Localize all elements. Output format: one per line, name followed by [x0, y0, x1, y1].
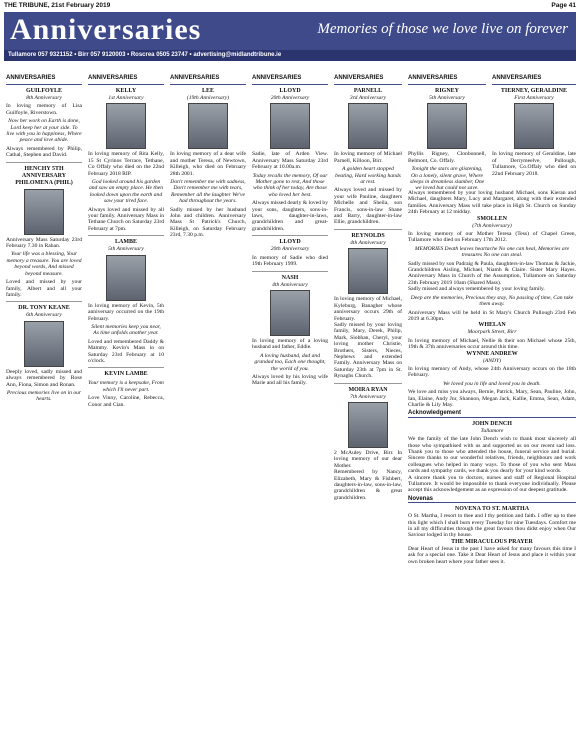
- column-head: ANNIVERSARIES: [334, 75, 402, 85]
- notice-poem: MEMORIES Death leaves heartache No one can heal, Memories are treasures No one can steal.: [414, 245, 570, 259]
- portrait-photo: [24, 321, 64, 367]
- column-4: [252, 88, 328, 728]
- notice-text: In loving memory of a dear wife and mother Teresa, of Newtown, Killeigh, who died on February 28th 2001.: [170, 151, 246, 177]
- paper-date: THE TRIBUNE, 21st February 2019: [4, 2, 111, 9]
- notice-name: TIERNEY, GERALDINE: [500, 88, 568, 94]
- notice-from: Sadly missed by your loving family, Mary, Derek, Philip, Mark, Siobhan, Cheryl, your loving mother Christie, Brothers, Sisters, Nieces, Nephews and extended Family. Anniversary Mass on Saturday 23th at 7pm in St. Rynaghs Church.: [334, 321, 402, 380]
- notice-name: RIGNEY: [434, 88, 459, 94]
- notice-from: Always remembered by your loving husband Michael, sons Kieran and Michael, daughters Mary, Lucy and Margaret, along with their extended families. Anniversary Mass will take place in High St. Church on Sunday 24th February at 12 midday.: [408, 190, 576, 216]
- notice-text: Anniversary Mass Saturday 23rd February 7.30 in Rahan.: [6, 236, 82, 250]
- column-2: [88, 88, 164, 728]
- section-tagline: Memories of those we love live on forever: [317, 21, 568, 37]
- notice-poem: Don't remember me with sadness, Don't remember me with tears, Remember all the laughter We've had throughout the years.: [170, 179, 246, 205]
- portrait-photo: [106, 103, 146, 149]
- divider: [6, 301, 82, 302]
- column-1: [6, 88, 82, 728]
- notice-sub: 4th Anniversary: [272, 281, 308, 288]
- notice-text: In loving memory of Rita Kelly, 15 St Cyrinos Terrace, Tethane, Co Offaly who died on the 22nd February 2018 RIP.: [88, 151, 164, 177]
- column-5: [334, 88, 402, 728]
- portrait-photo: [348, 103, 388, 149]
- ack-text: We the family of the late John Dench wish to thank most sincerely all those who sympathised with us and supported us on our recent sad loss. Thank you to those who attended the house, funeral service and burial. Sincere thanks to our wonderful relatives, friends, neighbours and work colleagues who helped in many ways. To those of you who sent Mass cards and sympathy cards, we thank you dearly for your kind words.: [408, 436, 576, 475]
- notice-sub: 1st Anniversary: [108, 95, 144, 101]
- portrait-photo: [348, 248, 388, 294]
- divider: [334, 229, 402, 230]
- notice-poem: Your memory is a keepsake, From which I'll never part.: [88, 380, 164, 393]
- notice-poem: Now her work on Earth is done, Lord keep her at your side. To live with you in happiness, Where peace and love abide.: [6, 118, 82, 144]
- notice-poem: Tonight the stars are glistening, On a lonely, silent grave, Where sleeps in dreamless slumber, One we loved but could not save.: [409, 166, 485, 192]
- novena-text: O St. Martha, I resort to thee and I thy petition and faith. I offer up to thee this light which I shall burn every Tuesday for nine Tuesdays. Comfort me in all my difficulties through the great favours thou didst enjoy when Our Saviour lodged in thy house.: [408, 513, 576, 539]
- notice-name: WHELAN: [478, 322, 506, 329]
- portrait-photo: [106, 255, 146, 301]
- column-head: ANNIVERSARIES: [252, 75, 328, 85]
- portrait-photo: [348, 402, 388, 448]
- notice-from: Sadly missed and always remembered by your loving family.: [408, 286, 545, 293]
- notice-poem: God looked around his garden and saw an empty place. He then looked down upon the earth and saw your tired face.: [88, 179, 164, 205]
- column-head: ANNIVERSARIES: [170, 75, 246, 85]
- section-banner: [4, 12, 576, 50]
- notice-sub: Moorpark Street, Birr: [467, 329, 517, 336]
- notice-from: Always loved and missed by all your family. Anniversary Mass in Tethane Church on Saturday 23rd February at 7pm.: [88, 206, 164, 232]
- notice-poem: Your life was a blessing, Your memory a treasure. You are loved beyond words, And missed beyond measure.: [6, 251, 82, 277]
- notice-sub: 3rd Anniversary: [349, 95, 387, 101]
- notice-from: Sadly missed by her husband John and children. Anniversary Mass St Patrick's Church, Killeigh, on Saturday February 23rd, 7.30 p.m.: [170, 206, 246, 239]
- notice-sub: 8th Anniversary: [26, 95, 62, 101]
- acknowledgement-heading: Acknowledgement: [408, 410, 576, 417]
- column-head: ANNIVERSARIES: [492, 75, 576, 85]
- notice-sub: 20th Anniversary: [270, 95, 310, 101]
- notice-name: LAMBE: [114, 239, 137, 246]
- divider: [252, 235, 328, 236]
- ack-text: A sincere thank you to doctors, nurses and staff of Regional Hospital Tullamore. It would be impossible to thank everyone individually. Please accept this acknowledgement as an expression of our deepest gratitude.: [408, 474, 576, 494]
- contact-strip: Tullamore 057 9321152 • Birr 057 9120003 • Roscrea 0505 23747 • advertising@midlandtribune.ie: [4, 50, 576, 61]
- notice-name: NASH: [281, 274, 299, 281]
- divider: [88, 235, 164, 236]
- notice-name: LEE: [201, 88, 214, 94]
- notice-sub: 6th Anniversary: [26, 312, 62, 319]
- page-number: Page 41: [551, 2, 576, 9]
- portrait-photo: [427, 103, 467, 149]
- notice-name: WYNNE ANDREW: [466, 350, 518, 357]
- notice-text: In loving memory of a loving husband and father, Eddie.: [252, 337, 328, 351]
- notice-poem: We loved you in life and loved you in death.: [443, 380, 541, 387]
- notice-name: REYNOLDS: [351, 232, 385, 239]
- notice-from: Always remembered by Philip, Cathal, Stephen and David.: [6, 145, 82, 159]
- column-head: ANNIVERSARIES: [6, 75, 82, 85]
- notice-sub: 7th Anniversary: [350, 393, 386, 400]
- notice-name: HENCHY 5TH ANNIVERSARY PHILOMENA (PHIL): [15, 165, 73, 186]
- notice-text: In loving memory of our Mother Teresa (Tess) of Chapel Green, Tullamore who died on February 17th 2012.: [408, 231, 576, 244]
- page-topline: [4, 2, 576, 11]
- notice-sub: First Anniversary: [514, 95, 554, 101]
- notice-poem: A loving husband, dad and grandad too, Each one thought, the world of you.: [254, 352, 326, 372]
- column-7: [492, 88, 576, 188]
- notice-sub: (19th Anniversary): [186, 95, 230, 101]
- portrait-photo: [24, 189, 64, 235]
- notice-text: In loving memory of Lisa Guilfoyle, Riverstown.: [6, 103, 82, 116]
- notice-from: Always loved and missed by your wife Pauline, daughters Michelle and Sheila, son Francis, sons-in-law Shane and Barry, daughter-in-law Ellie, grandchildren.: [334, 187, 402, 226]
- notice-name: KELLY: [115, 88, 137, 94]
- notice-from: Remembered by Nancy, Elizabeth, Mary & Fishbert, daughters-in-law, sons-in-law, grandchildren & great grandchildren.: [334, 469, 402, 501]
- column-6: [408, 88, 486, 192]
- notice-name: GUILFOYLE: [25, 88, 62, 94]
- portrait-photo: [188, 103, 228, 149]
- section-title: Anniversaries: [10, 13, 202, 46]
- notice-poem: Deep are the memories, Precious they stay, No passing of time, Can take them away.: [410, 294, 574, 308]
- ack-name: JOHN DENCH: [472, 420, 512, 427]
- notice-name: MOIRA RYAN: [348, 386, 388, 393]
- notice-sub: (7th Anniversary): [472, 222, 512, 229]
- notice-text: In loving memory of Geraldine, late of Derrymeelve, Pullough, Tullamore, Co.Offaly who died on 22nd February 2018.: [492, 151, 576, 177]
- notice-text: Sadie, late of Arden View. Anniversary Mass Saturday 23rd February at 10.00a.m.: [252, 151, 328, 171]
- portrait-photo: [270, 290, 310, 336]
- notice-text: In loving memory of Michael, Kyleburg, Banagher whose anniversary occurs 29th of February.: [334, 296, 402, 322]
- portrait-photo: [270, 103, 310, 149]
- column-3: [170, 88, 246, 728]
- ack-place: Tullamore: [480, 427, 504, 434]
- notice-sub: 5th Anniversary: [429, 95, 465, 101]
- novena-text: Dear Heart of Jesus in the past I have asked for many favours this time I ask for a special one. Take it Dear Heart of Jesus and place it within your own broken heart where your father sees it.: [408, 545, 576, 565]
- divider: [252, 271, 328, 272]
- notice-name: KEVIN LAMBE: [104, 371, 148, 378]
- notice-sub: 5th Anniversary: [108, 246, 144, 253]
- notice-name: LLOYD: [279, 239, 301, 246]
- notice-text: 2 McAuley Drive, Birr. In loving memory of our dear Mother.: [334, 449, 402, 469]
- notice-from: Always missed dearly & loved by your sons, daughters, sons-in-laws, daughter-in-laws, grandchildren and great-grandchildren.: [252, 200, 328, 232]
- notice-text: Deeply loved, sadly missed and always remembered by Rose Ann, Fiona, Simon and Ronan.: [6, 368, 82, 388]
- notice-sub: (ANDY): [482, 357, 502, 364]
- notice-poem: Silent memories keep you near, As time unfolds another year.: [91, 323, 161, 337]
- notice-from: Loved and missed by your family, Albert and all your family.: [6, 279, 82, 298]
- column-head: ANNIVERSARIES: [408, 75, 486, 85]
- notice-name: DR. TONY KEANE: [18, 305, 70, 312]
- divider: [334, 383, 402, 384]
- notice-text: In loving memory of Michael Parnell, Killoon, Birr.: [334, 151, 402, 164]
- notice-from: Always loved by his loving wife Marie and all his family.: [252, 373, 328, 387]
- notice-text: In loving memory of Andy, whose 24th Anniversary occurs on the 18th February.: [408, 365, 576, 379]
- divider: [88, 367, 164, 368]
- notice-sub: 4th Anniversary: [350, 239, 386, 246]
- notice-poem: Precious memories live on in our hearts.: [6, 389, 82, 403]
- notice-name: PARNELL: [353, 88, 383, 94]
- notice-from: Love Vinny, Caroline, Rebecca, Conor and Cian.: [88, 395, 164, 408]
- novenas-heading: Novenas: [408, 496, 576, 503]
- novena-title: NOVENA TO ST. MARTHA: [454, 506, 530, 513]
- notice-text: In loving memory of Michael, Nellie & their son Michael whose 25th, 19th & 37th anniversaries occur around this time.: [408, 337, 576, 351]
- notice-name: SMOLLEN: [476, 215, 507, 222]
- notice-poem: Today recalls the memory, Of our Mother gone to rest, And those who think of her today, Are those who loved her best.: [252, 172, 328, 198]
- notice-mass: Anniversary Mass will be held in St Mary's Church Pullough 23rd Feb 2019 at 6.30pm.: [408, 309, 576, 322]
- notice-name: LLOYD: [279, 88, 301, 94]
- notice-poem: A golden heart stopped beating, Hard working hands at rest.: [335, 166, 401, 186]
- column-head: ANNIVERSARIES: [88, 75, 164, 85]
- notice-from: Sadly missed by son Padraig & Paula, daughters-in-law Thomas & Jackie, Grandchildren Aisling, Michael, Niamh & Claire. Sister Mary Hayes. Anniversary Mass in Church of the Assumption, Tullamore on Saturday 23th February 2019 10am (Shared Mass).: [408, 260, 576, 286]
- notice-from: We love and miss you always, Bernie, Patrick, Mary, Sean, Pauline, John, Ian, Elaine, Andy Jnr, Shannon, Megan Jack, Kallie, Emma, Sean, Adam, Charlie & Lily May.: [408, 389, 576, 408]
- portrait-photo: [514, 103, 554, 149]
- notice-text: Phyllis Rigney, Clonbonnell, Belmont, Co. Offaly.: [408, 151, 486, 164]
- divider: [6, 162, 82, 163]
- novena-title: THE MIRACULOUS PRAYER: [451, 538, 533, 545]
- notice-sub: 20th Anniversary: [270, 246, 310, 253]
- notice-text: In memory of Sadie who died 19th February 1999.: [252, 254, 328, 268]
- notice-from: Loved and remembered Daddy & Mammy. Kevin's Mass in on Saturday 23rd February at 10 o'clock.: [88, 338, 164, 364]
- right-block: [408, 190, 576, 730]
- notice-text: In loving memory of Kevin, 5th anniversary occurred on the 19th February.: [88, 302, 164, 322]
